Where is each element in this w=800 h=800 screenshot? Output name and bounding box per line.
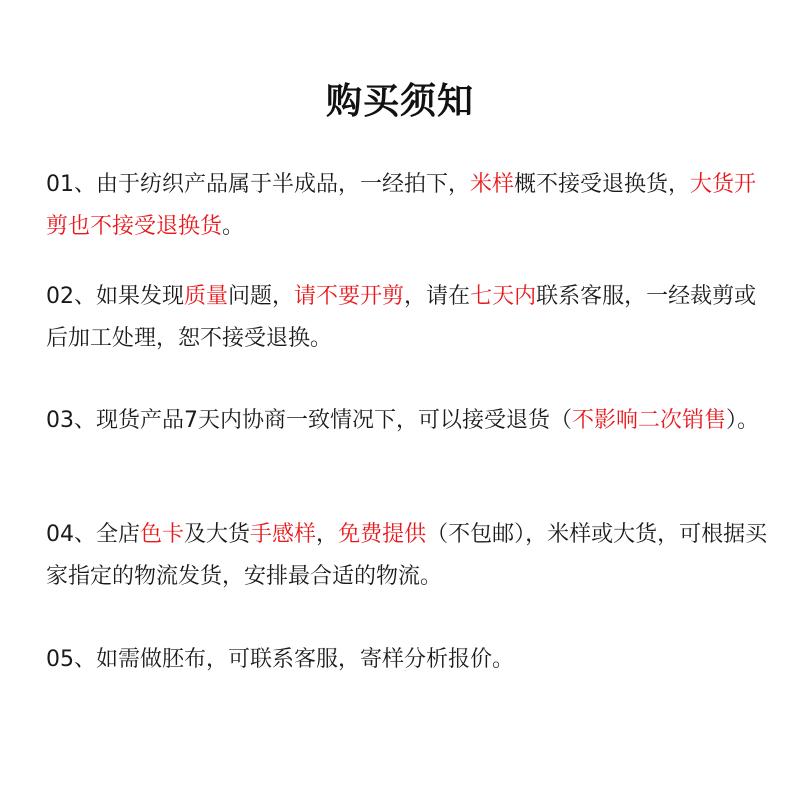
notice-item-5 [46,639,776,681]
highlight-text: 米样 [470,172,515,197]
highlight-text: 手感样 [250,522,317,547]
highlight-text: 大货开剪也不接受退换货 [46,172,757,239]
notice-text: 联系客服，一经裁剪或后加工处理，恕不接受退换。 [46,284,757,351]
notice-text: （不包邮），米样或大货，可根据买家指定的物流发货，安排最合适的物流。 [46,522,768,589]
notice-text: 。 [222,214,245,239]
notice-text: 概不接受退换货， [514,172,691,197]
notice-item-3 [46,400,776,442]
notice-text: 04、全店 [46,522,140,547]
notice-item-2 [46,276,776,360]
highlight-text: 免费提供 [338,522,427,547]
highlight-text: 色卡 [140,522,185,547]
notice-text: 02、如果发现 [46,284,184,309]
notice-item-1 [46,164,776,248]
highlight-text: 请不要开剪 [294,284,405,309]
highlight-text: 质量 [184,284,229,309]
notice-text: 05、如需做胚布，可联系客服，寄样分析报价。 [46,647,514,672]
highlight-text: 七天内 [470,284,537,309]
notice-text: 问题， [228,284,295,309]
notice-text: 01、由于纺织产品属于半成品，一经拍下， [46,172,470,197]
notice-text: ，请在 [404,284,471,309]
highlight-text: 不影响二次销售 [572,408,727,433]
notice-item-4 [46,514,776,598]
notice-text: ）。 [726,408,760,433]
notice-text: ， [316,522,339,547]
notice-text: 03、现货产品7天内协商一致情况下，可以接受退货（ [46,408,572,433]
page-title: 购买须知 [325,81,474,122]
notice-text: 及大货 [184,522,251,547]
